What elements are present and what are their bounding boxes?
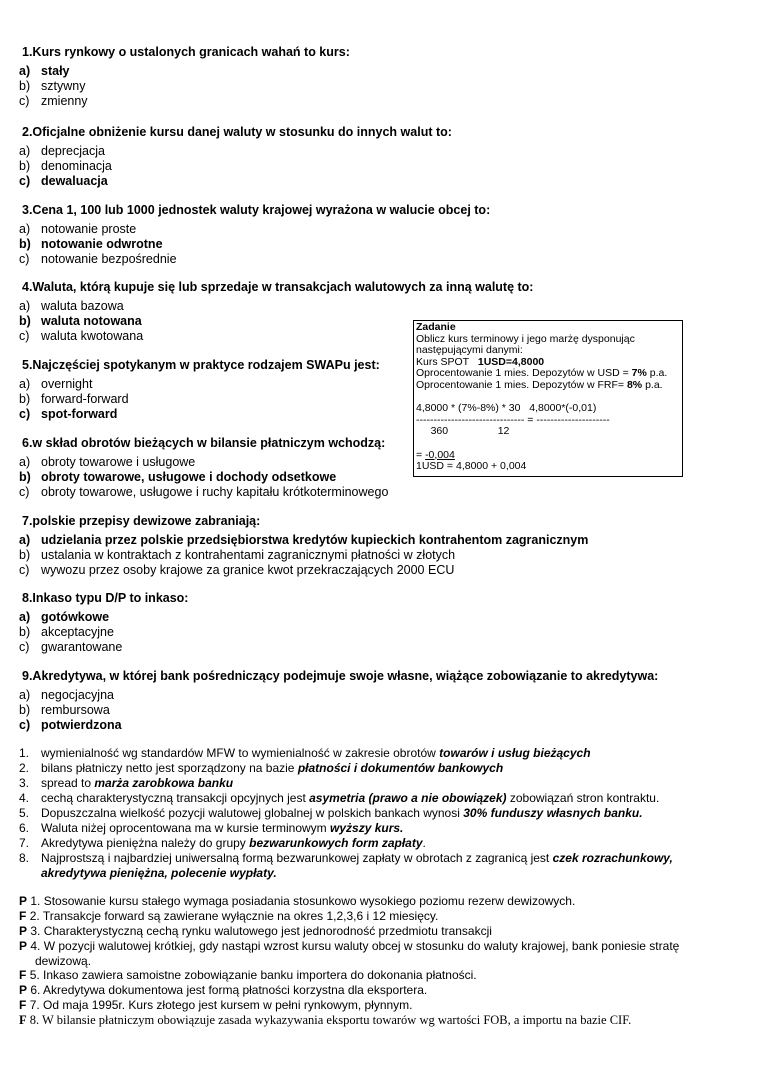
definition-number: 1. — [19, 746, 30, 760]
option-text: waluta bazowa — [41, 299, 124, 313]
rate-frf-suffix: p.a. — [642, 378, 663, 391]
option-text: wywozu przez osoby krajowe za granice kwot przekraczających 2000 ECU — [41, 563, 455, 577]
definition-number: 5. — [19, 806, 30, 820]
true-false-item — [19, 1013, 631, 1028]
task-box — [413, 320, 683, 477]
option-label: c) — [19, 640, 30, 654]
option-text: spot-forward — [41, 407, 118, 421]
formula-top: 4,8000 * (7%-8%) * 30 4,8000*(-0,01) — [416, 402, 597, 415]
option-text: obroty towarowe i usługowe — [41, 455, 196, 469]
option-text: obroty towarowe, usługowe i dochody odsetkowe — [41, 470, 337, 484]
question-2-option — [19, 159, 112, 174]
question-5-option — [19, 377, 92, 392]
definition-answer: wyższy kurs. — [330, 821, 404, 835]
question-1-option — [19, 79, 85, 94]
option-text: forward-forward — [41, 392, 129, 406]
question-1-option — [19, 64, 70, 79]
option-label: c) — [19, 94, 30, 108]
question-title-4: 4.Waluta, którą kupuje się lub sprzedaje w transakcjach walutowych za inną walutę to: — [22, 280, 534, 294]
option-text: stały — [41, 64, 70, 78]
option-label: b) — [19, 237, 31, 251]
option-text: overnight — [41, 377, 93, 391]
option-label: b) — [19, 159, 31, 173]
question-title-8: 8.Inkaso typu D/P to inkaso: — [22, 591, 189, 605]
definition-number: 6. — [19, 821, 30, 835]
question-title-5: 5.Najczęściej spotykanym w praktyce rodzajem SWAPu jest: — [22, 358, 380, 372]
option-text: udzielania przez polskie przedsiębiorstwa kredytów kupieckich kontrahentom zagranicznym — [41, 533, 589, 547]
definition-answer: płatności i dokumentów bankowych — [297, 761, 504, 775]
option-text: gwarantowane — [41, 640, 123, 654]
option-label: a) — [19, 299, 31, 313]
option-text: potwierdzona — [41, 718, 122, 732]
option-label: c) — [19, 329, 30, 343]
option-label: c) — [19, 174, 31, 188]
true-false-text: 5. Inkaso zawiera samoistne zobowiązanie banku importera do dokonania płatności. — [29, 968, 477, 982]
definition-answer: czek rozrachunkowy, — [552, 851, 673, 865]
spot-label: Kurs SPOT — [416, 355, 470, 368]
question-7-option — [19, 533, 588, 548]
option-text: gotówkowe — [41, 610, 110, 624]
true-false-mark: P — [19, 983, 28, 997]
question-title-1: 1.Kurs rynkowy o ustalonych granicach wahań to kurs: — [22, 45, 350, 59]
true-false-item — [19, 894, 575, 909]
definition-number: 4. — [19, 791, 30, 805]
option-label: c) — [19, 718, 31, 732]
definition-item — [19, 761, 503, 776]
question-1-option — [19, 94, 88, 109]
definition-item — [19, 746, 591, 761]
option-text: sztywny — [41, 79, 86, 93]
option-label: b) — [19, 314, 31, 328]
true-false-text: 1. Stosowanie kursu stałego wymaga posiadania stosunkowo wysokiego poziomu rezerw dewizowych. — [30, 894, 576, 908]
option-label: a) — [19, 610, 31, 624]
question-8-option — [19, 610, 109, 625]
definition-text: Waluta niżej oprocentowana ma w kursie terminowym — [41, 821, 331, 835]
definition-text: bilans płatniczy netto jest sporządzony na bazie — [41, 761, 298, 775]
option-text: deprecjacja — [41, 144, 105, 158]
option-label: b) — [19, 548, 31, 562]
definition-continuation: akredytywa pieniężna, polecenie wypłaty. — [41, 865, 277, 880]
true-false-item — [19, 909, 438, 924]
definition-item — [19, 776, 233, 791]
definition-text: spread to — [41, 776, 95, 790]
definition-answer: marża zarobkowa banku — [94, 776, 234, 790]
task-title: Zadanie — [416, 321, 456, 333]
task-rate-frf — [416, 380, 680, 392]
question-title-6: 6.w skład obrotów bieżących w bilansie płatniczym wchodzą: — [22, 436, 386, 450]
formula-bottom: 360 12 — [416, 425, 510, 438]
task-final: 1USD = 4,8000 + 0,004 — [416, 460, 527, 473]
option-text: ustalania w kontraktach z kontrahentami zagranicznymi płatności w złotych — [41, 548, 456, 562]
definition-after: zobowiązań stron kontraktu. — [506, 791, 660, 805]
option-label: a) — [19, 688, 31, 702]
definition-text: Najprostszą i najbardziej uniwersalną formą bezwarunkowej zapłaty w obrotach z zagranicą jest — [41, 851, 553, 865]
option-text: waluta notowana — [41, 314, 142, 328]
question-6-option — [19, 470, 336, 485]
true-false-text: 2. Transakcje forward są zawierane wyłącznie na okres 1,2,3,6 i 12 miesięcy. — [29, 909, 439, 923]
question-9-option — [19, 703, 110, 718]
question-5-option — [19, 392, 129, 407]
task-line-1: Oblicz kurs terminowy i jego marżę dysponując — [416, 332, 635, 345]
definition-number: 7. — [19, 836, 30, 850]
true-false-text: 4. W pozycji walutowej krótkiej, gdy nastąpi wzrost kursu waluty obcej w stosunku do waluty krajowej, bank poniesie stratę — [30, 939, 680, 953]
question-3-option — [19, 237, 163, 252]
option-label: b) — [19, 625, 31, 639]
option-label: a) — [19, 533, 31, 547]
question-4-option — [19, 314, 142, 329]
definition-answer: bezwarunkowych form zapłaty — [249, 836, 423, 850]
definition-answer: towarów i usług bieżących — [439, 746, 591, 760]
question-3-option — [19, 222, 136, 237]
true-false-text: 8. W bilansie płatniczym obowiązuje zasada wykazywania eksportu towarów wg wartości FOB, a importu na bazie CIF. — [29, 1013, 632, 1027]
definition-number: 3. — [19, 776, 30, 790]
definition-item — [19, 851, 673, 880]
definition-number: 2. — [19, 761, 30, 775]
result-value: -0,004 — [425, 448, 455, 461]
question-title-2: 2.Oficjalne obniżenie kursu danej waluty w stosunku do innych walut to: — [22, 125, 452, 139]
definition-text: Dopuszczalna wielkość pozycji walutowej globalnej w polskich bankach wynosi — [41, 806, 464, 820]
definition-answer: asymetria (prawo a nie obowiązek) — [309, 791, 507, 805]
spot-value: 1USD=4,8000 — [477, 355, 545, 368]
option-text: obroty towarowe, usługowe i ruchy kapitału krótkoterminowego — [41, 485, 389, 499]
option-label: c) — [19, 563, 30, 577]
question-8-option — [19, 640, 122, 655]
definition-answer: 30% funduszy własnych banku. — [463, 806, 643, 820]
option-label: c) — [19, 407, 31, 421]
definition-text: wymienialność wg standardów MFW to wymienialność w zakresie obrotów — [41, 746, 440, 760]
true-false-mark: P — [19, 924, 28, 938]
definition-number: 8. — [19, 851, 30, 865]
rate-usd-value: 7% — [631, 367, 647, 380]
rate-usd-label: Oprocentowanie 1 mies. Depozytów w USD = — [416, 367, 632, 380]
question-title-7: 7.polskie przepisy dewizowe zabraniają: — [22, 514, 261, 528]
true-false-item — [19, 968, 477, 983]
option-label: a) — [19, 455, 31, 469]
question-2-option — [19, 144, 105, 159]
question-6-option — [19, 485, 388, 500]
true-false-text: 3. Charakterystyczną cechą rynku walutowego jest jednorodność przedmiotu transakcji — [30, 924, 492, 938]
question-7-option — [19, 563, 454, 578]
definition-item — [19, 821, 403, 836]
true-false-mark: F — [19, 909, 27, 923]
true-false-mark: P — [19, 939, 28, 953]
true-false-mark: F — [19, 968, 27, 982]
true-false-item — [19, 939, 679, 968]
question-8-option — [19, 625, 114, 640]
option-text: negocjacyjna — [41, 688, 114, 702]
true-false-text: 6. Akredytywa dokumentowa jest formą płatności korzystna dla eksportera. — [30, 983, 428, 997]
option-text: notowanie bezpośrednie — [41, 252, 177, 266]
true-false-mark: P — [19, 894, 28, 908]
task-line-2: następującymi danymi: — [416, 344, 523, 357]
definition-text: Akredytywa pieniężna należy do grupy — [41, 836, 250, 850]
option-label: c) — [19, 252, 30, 266]
option-text: zmienny — [41, 94, 88, 108]
question-5-option — [19, 407, 117, 422]
question-title-3: 3.Cena 1, 100 lub 1000 jednostek waluty krajowej wyrażona w walucie obcej to: — [22, 203, 491, 217]
option-label: c) — [19, 485, 30, 499]
formula-line: ------------------------------- = --------------------- — [416, 413, 610, 426]
question-title-9: 9.Akredytywa, w której bank pośredniczący podejmuje swoje własne, wiążące zobowiązanie to akredytywa: — [22, 669, 659, 683]
option-text: rembursowa — [41, 703, 110, 717]
option-text: denominacja — [41, 159, 112, 173]
question-4-option — [19, 329, 143, 344]
option-label: a) — [19, 64, 31, 78]
rate-usd-suffix: p.a. — [646, 367, 668, 380]
result-prefix: = — [416, 448, 426, 461]
true-false-mark: F — [19, 1013, 27, 1027]
option-label: b) — [19, 392, 31, 406]
question-7-option — [19, 548, 455, 563]
option-label: a) — [19, 377, 31, 391]
true-false-item — [19, 983, 427, 998]
option-text: notowanie odwrotne — [41, 237, 163, 251]
rate-frf-value: 8% — [626, 378, 643, 391]
question-3-option — [19, 252, 177, 267]
option-label: a) — [19, 144, 31, 158]
true-false-item — [19, 924, 492, 939]
rate-frf-label: Oprocentowanie 1 mies. Depozytów w FRF= — [416, 378, 627, 391]
definition-item — [19, 836, 426, 851]
question-9-option — [19, 718, 122, 733]
option-text: waluta kwotowana — [41, 329, 144, 343]
definition-after: . — [422, 836, 426, 850]
definition-item — [19, 791, 659, 806]
option-label: b) — [19, 703, 31, 717]
option-label: b) — [19, 470, 31, 484]
question-2-option — [19, 174, 108, 189]
question-9-option — [19, 688, 114, 703]
option-label: a) — [19, 222, 31, 236]
true-false-text: 7. Od maja 1995r. Kurs złotego jest kursem w pełni rynkowym, płynnym. — [29, 998, 413, 1012]
definition-item — [19, 806, 643, 821]
option-text: notowanie proste — [41, 222, 137, 236]
true-false-item — [19, 998, 413, 1013]
option-label: b) — [19, 79, 31, 93]
option-text: akceptacyjne — [41, 625, 114, 639]
definition-text: cechą charakterystyczną transakcji opcyjnych jest — [41, 791, 310, 805]
true-false-continuation: dewizową. — [35, 953, 92, 968]
true-false-mark: F — [19, 998, 27, 1012]
question-4-option — [19, 299, 124, 314]
option-text: dewaluacja — [41, 174, 108, 188]
question-6-option — [19, 455, 195, 470]
